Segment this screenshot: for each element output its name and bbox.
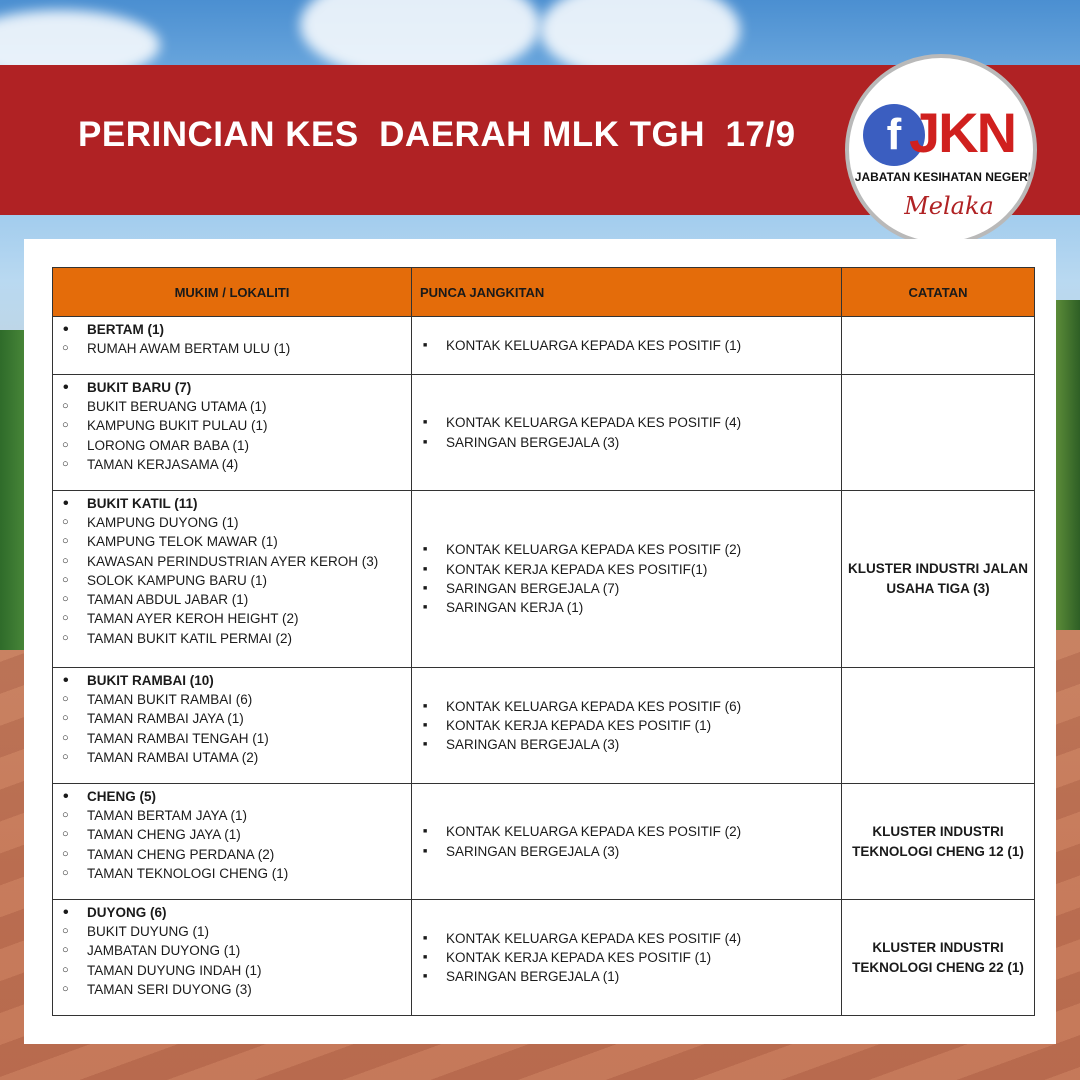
logo-subtitle: JABATAN KESIHATAN NEGERI: [854, 170, 1032, 184]
lokaliti-item: ○ TAMAN CHENG JAYA (1): [61, 825, 405, 844]
column-header-punca: PUNCA JANGKITAN: [412, 268, 842, 317]
column-header-mukim: MUKIM / LOKALITI: [53, 268, 412, 317]
lokaliti-item: ○ RUMAH AWAM BERTAM ULU (1): [61, 339, 405, 358]
lokaliti-item: ○ TAMAN SERI DUYONG (3): [61, 980, 405, 999]
cases-table: [52, 267, 1035, 1016]
cell-punca-jangkitan: [412, 375, 842, 491]
punca-item: ■ KONTAK KELUARGA KEPADA KES POSITIF (1): [420, 336, 841, 355]
cell-punca-jangkitan: [412, 317, 842, 375]
lokaliti-item: ○ TAMAN RAMBAI TENGAH (1): [61, 729, 405, 748]
punca-item: ■ SARINGAN BERGEJALA (3): [420, 433, 841, 452]
punca-item: ■ KONTAK KELUARGA KEPADA KES POSITIF (4): [420, 413, 841, 432]
cell-punca-jangkitan: [412, 900, 842, 1016]
lokaliti-item: ○ TAMAN BUKIT RAMBAI (6): [61, 690, 405, 709]
table-row: [53, 784, 1035, 900]
column-header-catatan: CATATAN: [842, 268, 1035, 317]
catatan-text: KLUSTER INDUSTRI TEKNOLOGI CHENG 22 (1): [852, 939, 1024, 975]
cell-mukim-lokaliti: [53, 317, 412, 375]
mukim-name: • BUKIT RAMBAI (10): [61, 671, 405, 690]
lokaliti-item: ○ KAMPUNG DUYONG (1): [61, 513, 405, 532]
mukim-name: • DUYONG (6): [61, 903, 405, 922]
punca-item: ■ KONTAK KELUARGA KEPADA KES POSITIF (4): [420, 929, 841, 948]
cell-punca-jangkitan: [412, 784, 842, 900]
mukim-name: • BUKIT KATIL (11): [61, 494, 405, 513]
mukim-name: • CHENG (5): [61, 787, 405, 806]
cell-catatan: [842, 491, 1035, 668]
punca-item: ■ SARINGAN BERGEJALA (1): [420, 967, 841, 986]
table-row: [53, 491, 1035, 668]
punca-item: ■ KONTAK KELUARGA KEPADA KES POSITIF (6): [420, 697, 841, 716]
punca-item: ■ SARINGAN KERJA (1): [420, 598, 841, 617]
punca-item: ■ KONTAK KELUARGA KEPADA KES POSITIF (2): [420, 822, 841, 841]
catatan-text: KLUSTER INDUSTRI JALAN USAHA TIGA (3): [848, 561, 1029, 596]
table-row: [53, 668, 1035, 784]
background-tree: [1054, 300, 1080, 630]
lokaliti-item: ○ BUKIT DUYUNG (1): [61, 922, 405, 941]
lokaliti-item: ○ TAMAN BUKIT KATIL PERMAI (2): [61, 629, 405, 648]
mukim-name: • BERTAM (1): [61, 320, 405, 339]
punca-item: ■ KONTAK KERJA KEPADA KES POSITIF (1): [420, 716, 841, 735]
lokaliti-item: ○ TAMAN RAMBAI JAYA (1): [61, 709, 405, 728]
lokaliti-item: ○ KAMPUNG TELOK MAWAR (1): [61, 532, 405, 551]
punca-item: ■ SARINGAN BERGEJALA (3): [420, 842, 841, 861]
table-header-row: [53, 268, 1035, 317]
lokaliti-item: ○ BUKIT BERUANG UTAMA (1): [61, 397, 405, 416]
cell-punca-jangkitan: [412, 491, 842, 668]
catatan-text: KLUSTER INDUSTRI TEKNOLOGI CHENG 12 (1): [852, 823, 1024, 859]
lokaliti-item: ○ KAWASAN PERINDUSTRIAN AYER KEROH (3): [61, 552, 405, 571]
lokaliti-item: ○ TAMAN AYER KEROH HEIGHT (2): [61, 609, 405, 628]
cell-mukim-lokaliti: [53, 668, 412, 784]
lokaliti-item: ○ TAMAN DUYUNG INDAH (1): [61, 961, 405, 980]
lokaliti-item: ○ TAMAN TEKNOLOGI CHENG (1): [61, 864, 405, 883]
table-row: [53, 900, 1035, 1016]
lokaliti-item: ○ SOLOK KAMPUNG BARU (1): [61, 571, 405, 590]
lokaliti-item: ○ TAMAN KERJASAMA (4): [61, 455, 405, 474]
cell-catatan: [842, 668, 1035, 784]
cell-catatan: [842, 784, 1035, 900]
page-title: PERINCIAN KES DAERAH MLK TGH 17/9: [78, 115, 796, 154]
lokaliti-item: ○ TAMAN ABDUL JABAR (1): [61, 590, 405, 609]
logo-abbr: JKN: [909, 101, 1016, 164]
cell-catatan: [842, 317, 1035, 375]
mukim-name: • BUKIT BARU (7): [61, 378, 405, 397]
table-row: [53, 375, 1035, 491]
cell-mukim-lokaliti: [53, 784, 412, 900]
punca-item: ■ SARINGAN BERGEJALA (3): [420, 735, 841, 754]
cell-mukim-lokaliti: [53, 900, 412, 1016]
cell-catatan: [842, 900, 1035, 1016]
cell-catatan: [842, 375, 1035, 491]
cell-mukim-lokaliti: [53, 491, 412, 668]
lokaliti-item: ○ TAMAN BERTAM JAYA (1): [61, 806, 405, 825]
facebook-icon: f: [863, 104, 925, 166]
lokaliti-item: ○ TAMAN RAMBAI UTAMA (2): [61, 748, 405, 767]
jkn-logo: [845, 54, 1037, 246]
punca-item: ■ SARINGAN BERGEJALA (7): [420, 579, 841, 598]
punca-item: ■ KONTAK KERJA KEPADA KES POSITIF (1): [420, 948, 841, 967]
punca-item: ■ KONTAK KELUARGA KEPADA KES POSITIF (2): [420, 540, 841, 559]
lokaliti-item: ○ TAMAN CHENG PERDANA (2): [61, 845, 405, 864]
cell-mukim-lokaliti: [53, 375, 412, 491]
lokaliti-item: ○ KAMPUNG BUKIT PULAU (1): [61, 416, 405, 435]
logo-script: Melaka: [904, 192, 994, 220]
punca-item: ■ KONTAK KERJA KEPADA KES POSITIF(1): [420, 560, 841, 579]
cell-punca-jangkitan: [412, 668, 842, 784]
lokaliti-item: ○ LORONG OMAR BABA (1): [61, 436, 405, 455]
lokaliti-item: ○ JAMBATAN DUYONG (1): [61, 941, 405, 960]
table-row: [53, 317, 1035, 375]
